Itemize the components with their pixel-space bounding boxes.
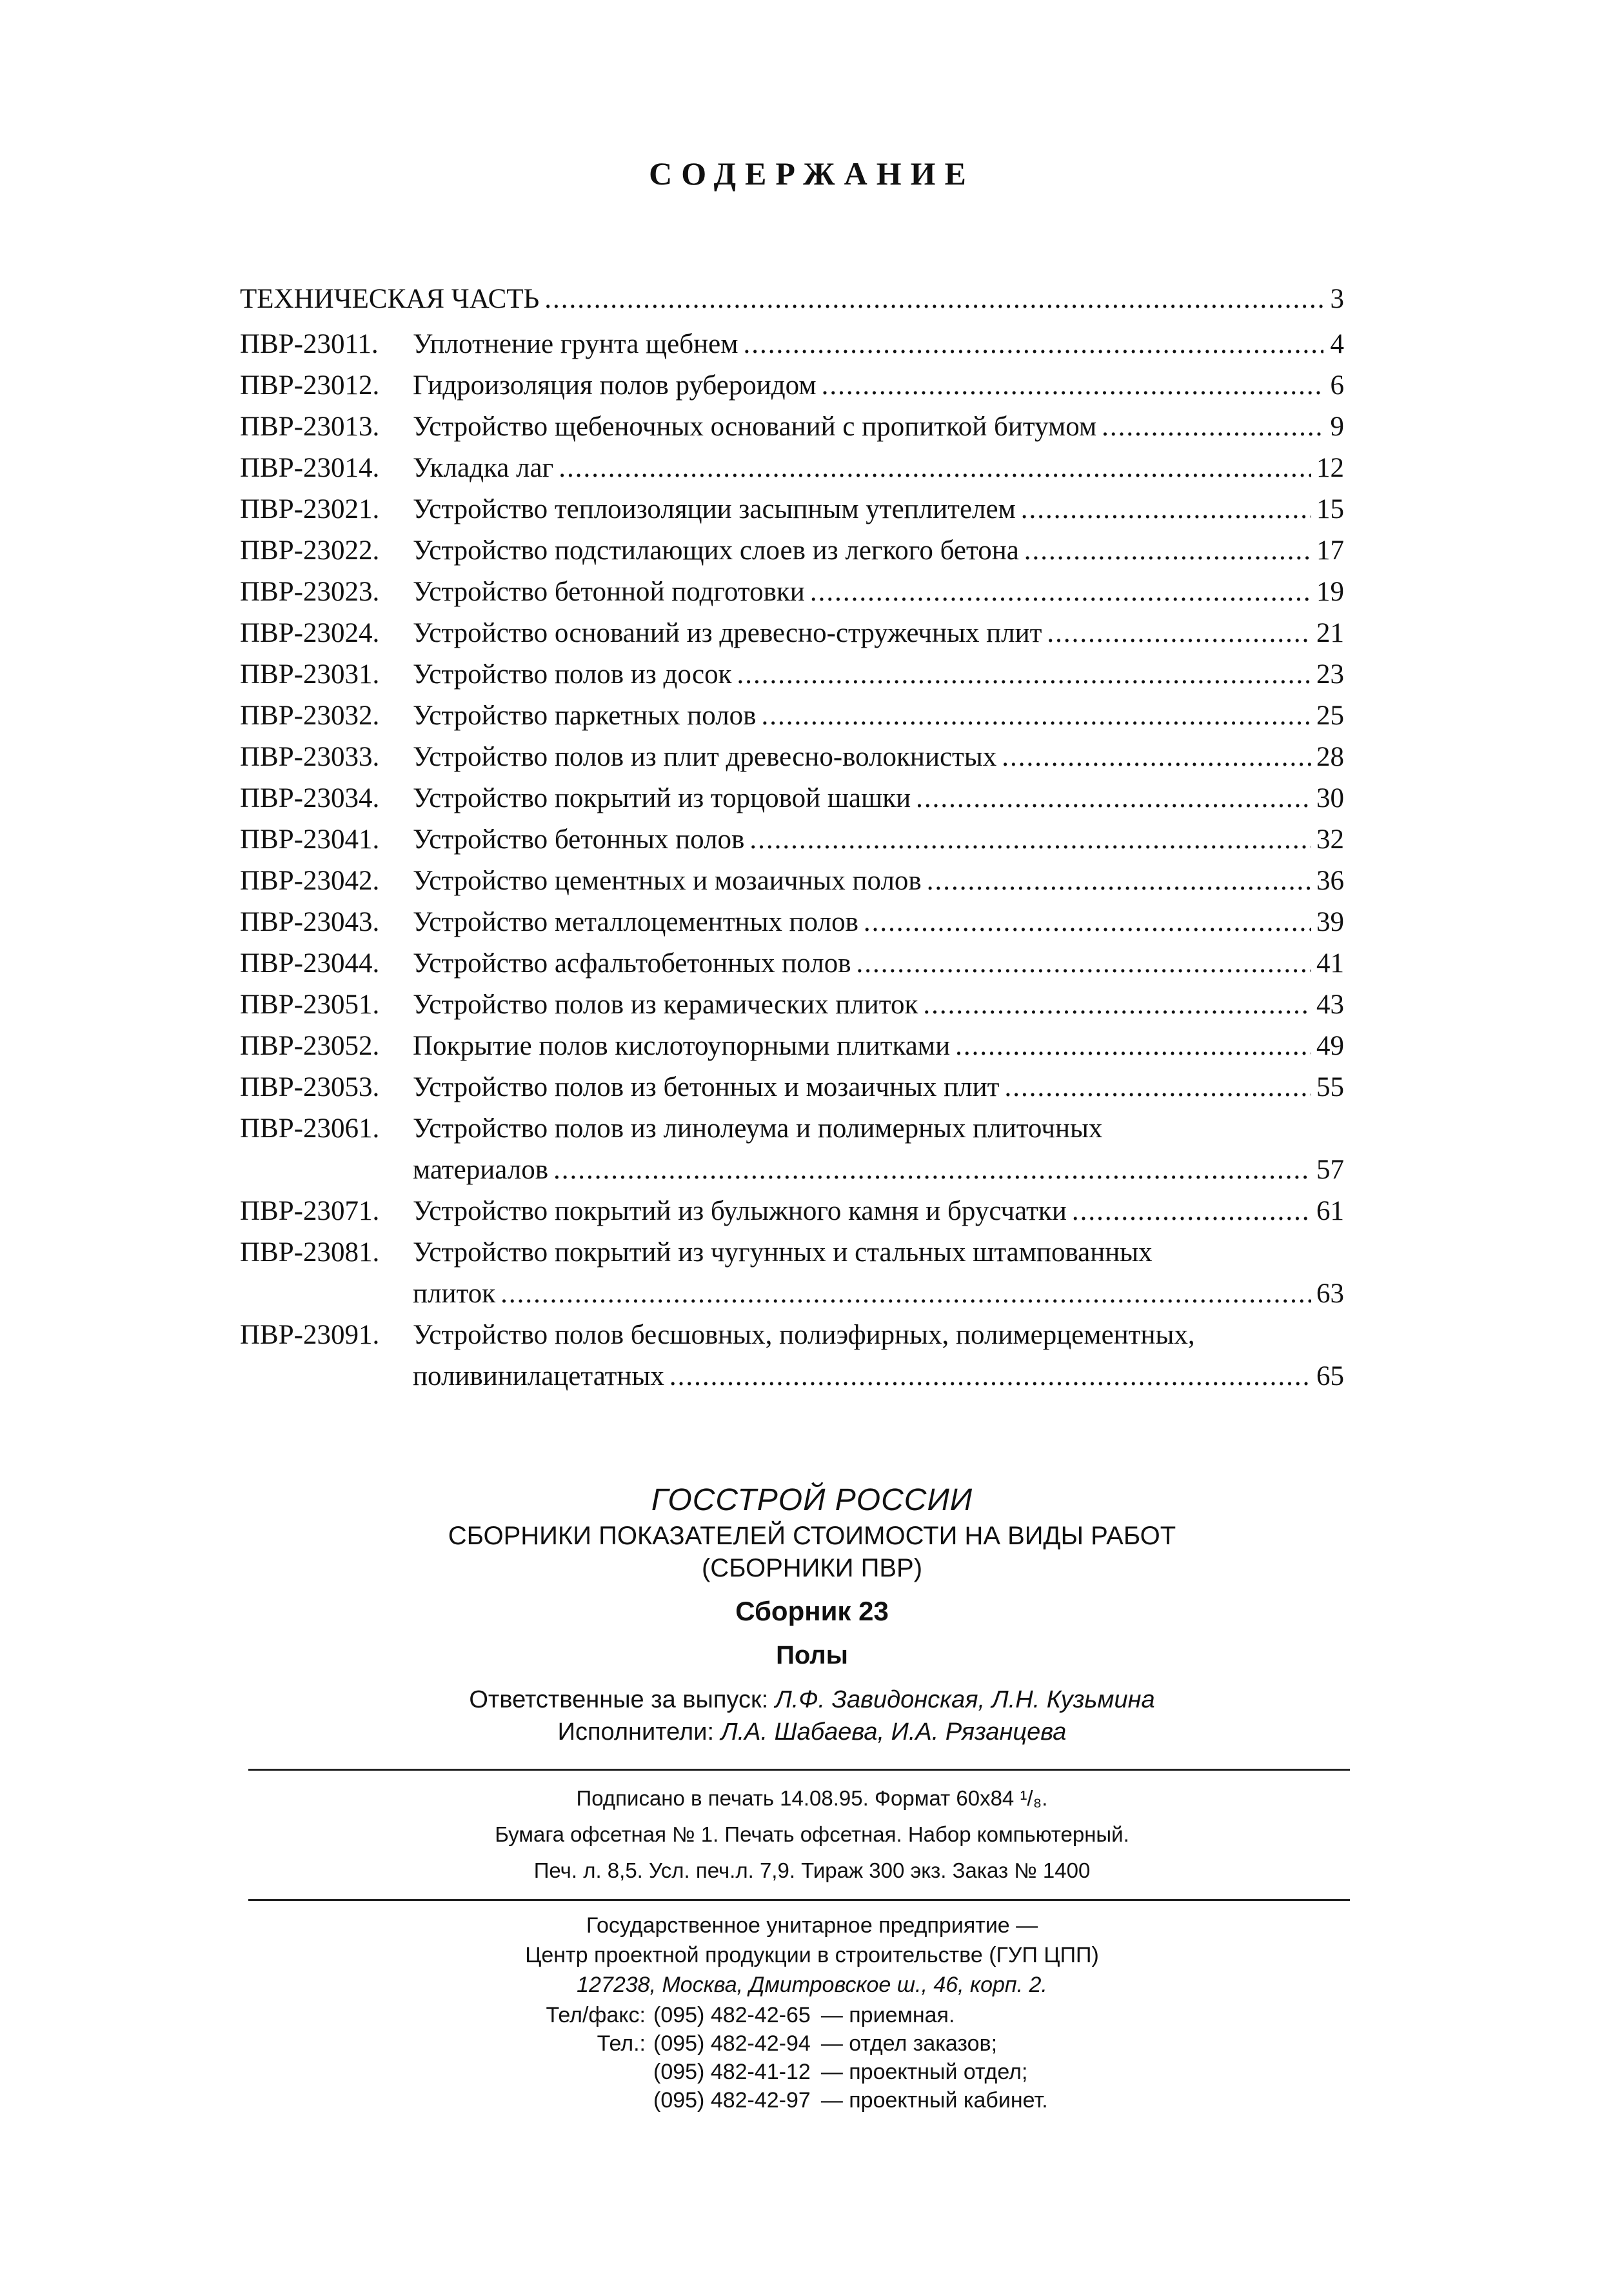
toc-entry-title: Устройство полов бесшовных, полиэфирных, полимерцементных, — [413, 1320, 1195, 1350]
toc-entry-code: ПВР-23013. — [240, 412, 380, 442]
toc-leader-dots — [1072, 1191, 1311, 1232]
toc-entry-code: ПВР-23081. — [240, 1237, 380, 1268]
toc-entry — [240, 654, 1344, 695]
toc-entry-code: ПВР-23031. — [240, 659, 380, 690]
toc-leader-dots — [857, 943, 1312, 984]
toc-entry-code: ПВР-23043. — [240, 907, 380, 937]
contact-row — [493, 2001, 1048, 2029]
toc-list — [240, 324, 1344, 1397]
toc-entry-title: Уплотнение грунта щебнем — [413, 329, 738, 359]
toc-entry-title: Устройство щебеночных оснований с пропиткой битумом — [413, 412, 1097, 442]
toc-entry-title: Устройство полов из плит древесно-волокнистых — [413, 742, 997, 772]
toc-entry — [240, 406, 1344, 448]
toc-entry-title: Устройство бетонной подготовки — [413, 577, 805, 607]
toc-entry — [240, 1315, 1344, 1397]
toc-entry-title: поливинилацетатных — [413, 1361, 664, 1391]
toc-entry-title: Устройство паркетных полов — [413, 701, 757, 731]
toc-entry — [240, 819, 1344, 861]
toc-page-number: 32 — [1316, 824, 1344, 855]
responsible-line — [0, 1684, 1624, 1716]
toc-page-number: 21 — [1316, 618, 1344, 648]
publisher-line: Государственное унитарное предприятие — — [586, 1913, 1038, 1938]
toc-entry-code: ПВР-23012. — [240, 370, 380, 401]
toc-entry-code: ПВР-23034. — [240, 783, 380, 813]
toc-entry — [240, 695, 1344, 737]
collection-number: Сборник 23 — [735, 1596, 889, 1626]
toc-page-number: 15 — [1316, 494, 1344, 524]
toc-entry-code: ПВР-23021. — [240, 494, 380, 524]
toc-entry-title: Устройство полов из линолеума и полимерных плиточных — [413, 1113, 1103, 1144]
contact-description: — проектный отдел; — [820, 2060, 1028, 2084]
toc-leader-dots — [743, 324, 1323, 365]
toc-entry-code: ПВР-23053. — [240, 1072, 380, 1102]
publisher-info — [0, 1911, 1624, 2000]
toc-leader-dots — [761, 695, 1311, 737]
toc-page-number: 25 — [1316, 701, 1344, 731]
toc-leader-dots — [923, 984, 1311, 1026]
toc-entry-title: Устройство асфальтобетонных полов — [413, 948, 851, 979]
toc-entry-title: ТЕХНИЧЕСКАЯ ЧАСТЬ — [240, 284, 540, 314]
publication-line: Подписано в печать 14.08.95. Формат 60x84 ¹/₈. — [576, 1786, 1048, 1810]
toc-entry-title: Устройство полов из керамических плиток — [413, 990, 918, 1020]
toc-leader-dots — [1047, 613, 1311, 654]
toc-entry-code: ПВР-23032. — [240, 701, 380, 731]
responsible-label: Ответственные за выпуск: — [469, 1686, 769, 1713]
toc-leader-dots — [1004, 1067, 1311, 1108]
toc-leader-dots — [1002, 737, 1311, 778]
toc-page-number: 6 — [1330, 370, 1344, 401]
toc-leader-dots — [544, 277, 1323, 321]
toc-page-number: 19 — [1316, 577, 1344, 607]
contacts-list — [493, 2001, 1048, 2115]
toc-page-number: 28 — [1316, 742, 1344, 772]
toc-page-number: 12 — [1316, 453, 1344, 483]
toc-entry — [240, 1191, 1344, 1232]
toc-page-number: 30 — [1316, 783, 1344, 813]
toc-entry-title: Устройство полов из бетонных и мозаичных плит — [413, 1072, 1000, 1102]
page-title: СОДЕРЖАНИЕ — [649, 155, 975, 192]
toc-entry-title: Устройство покрытий из торцовой шашки — [413, 783, 911, 813]
contact-label: Тел.: — [597, 2031, 646, 2056]
toc-entry-code: ПВР-23014. — [240, 453, 380, 483]
toc-entry-code: ПВР-23024. — [240, 618, 380, 648]
toc-entry-title: Гидроизоляция полов рубероидом — [413, 370, 817, 401]
toc-entry — [240, 737, 1344, 778]
series-title: СБОРНИКИ ПОКАЗАТЕЛЕЙ СТОИМОСТИ НА ВИДЫ РАБОТ — [448, 1522, 1176, 1550]
table-of-contents — [240, 277, 1344, 1397]
toc-leader-dots — [669, 1356, 1311, 1397]
toc-entry-code: ПВР-23023. — [240, 577, 380, 607]
toc-page-number: 65 — [1316, 1361, 1344, 1391]
toc-entry — [240, 489, 1344, 530]
toc-entry — [240, 530, 1344, 572]
toc-page-number: 36 — [1316, 866, 1344, 896]
toc-entry-title: Покрытие полов кислотоупорными плитками — [413, 1031, 951, 1061]
toc-entry — [240, 778, 1344, 819]
toc-page-number: 4 — [1330, 329, 1344, 359]
publisher-line: Центр проектной продукции в строительстве (ГУП ЦПП) — [525, 1943, 1099, 1967]
toc-page-number: 17 — [1316, 535, 1344, 566]
executors-label: Исполнители: — [557, 1718, 715, 1746]
toc-page-number: 49 — [1316, 1031, 1344, 1061]
publication-line: Печ. л. 8,5. Усл. печ.л. 7,9. Тираж 300 экз. Заказ № 1400 — [533, 1858, 1091, 1882]
contact-phone: (095) 482-41-12 — [653, 2060, 811, 2084]
toc-leader-dots — [1024, 530, 1311, 572]
publication-info — [0, 1780, 1624, 1889]
publisher-address: 127238, Москва, Дмитровское ш., 46, корп. 2. — [577, 1973, 1047, 1997]
toc-leader-dots — [749, 819, 1311, 861]
toc-page-number: 63 — [1316, 1279, 1344, 1309]
toc-page-number: 9 — [1330, 412, 1344, 442]
responsible-names: Л.Ф. Завидонская, Л.Н. Кузьмина — [775, 1686, 1155, 1713]
toc-page-number: 23 — [1316, 659, 1344, 690]
toc-entry-title: Устройство покрытий из булыжного камня и брусчатки — [413, 1196, 1067, 1226]
toc-entry-title: Устройство полов из досок — [413, 659, 732, 690]
divider — [248, 1769, 1350, 1771]
toc-entry-code: ПВР-23044. — [240, 948, 380, 979]
toc-leader-dots — [916, 778, 1311, 819]
toc-entry-title: материалов — [413, 1155, 549, 1185]
toc-page-number: 61 — [1316, 1196, 1344, 1226]
toc-entry — [240, 1232, 1344, 1315]
toc-entry — [240, 861, 1344, 902]
toc-leader-dots — [553, 1149, 1311, 1191]
toc-entry — [240, 1108, 1344, 1191]
toc-entry-title: Укладка лаг — [413, 453, 554, 483]
toc-leader-dots — [927, 861, 1311, 902]
toc-entry-code: ПВР-23033. — [240, 742, 380, 772]
toc-page-number: 3 — [1330, 284, 1344, 314]
toc-entry-code: ПВР-23071. — [240, 1196, 380, 1226]
toc-entry-title: плиток — [413, 1279, 496, 1309]
publication-line: Бумага офсетная № 1. Печать офсетная. Набор компьютерный. — [495, 1822, 1129, 1846]
toc-leader-dots — [737, 654, 1311, 695]
toc-entry — [240, 1067, 1344, 1108]
toc-entry — [240, 324, 1344, 365]
toc-page-number: 39 — [1316, 907, 1344, 937]
imprint-block — [0, 1481, 1624, 1748]
toc-entry-title: Устройство бетонных полов — [413, 824, 745, 855]
toc-leader-dots — [822, 365, 1323, 406]
contact-label: Тел/факс: — [546, 2003, 646, 2027]
toc-entry-title: Устройство металлоцементных полов — [413, 907, 858, 937]
series-short: (СБОРНИКИ ПВР) — [701, 1554, 923, 1582]
contact-description: — отдел заказов; — [820, 2031, 998, 2056]
toc-entry-code: ПВР-23091. — [240, 1320, 380, 1350]
toc-page-number: 55 — [1316, 1072, 1344, 1102]
toc-entry-title: Устройство покрытий из чугунных и стальных штампованных — [413, 1237, 1153, 1268]
toc-entry-title: Устройство цементных и мозаичных полов — [413, 866, 922, 896]
toc-entry-code: ПВР-23051. — [240, 990, 380, 1020]
toc-entry — [240, 613, 1344, 654]
contact-description: — проектный кабинет. — [820, 2088, 1048, 2113]
organization: ГОССТРОЙ РОССИИ — [651, 1483, 973, 1517]
toc-leader-dots — [864, 902, 1311, 943]
toc-leader-dots — [810, 572, 1311, 613]
contact-phone: (095) 482-42-65 — [653, 2003, 811, 2027]
toc-entry-code: ПВР-23042. — [240, 866, 380, 896]
contact-phone: (095) 482-42-94 — [653, 2031, 811, 2056]
toc-entry-code: ПВР-23041. — [240, 824, 380, 855]
toc-page-number: 41 — [1316, 948, 1344, 979]
contact-row — [493, 2058, 1048, 2086]
toc-entry-title: Устройство подстилающих слоев из легкого бетона — [413, 535, 1019, 566]
executors-line — [0, 1716, 1624, 1748]
toc-page-number: 57 — [1316, 1155, 1344, 1185]
toc-entry — [240, 572, 1344, 613]
divider — [248, 1899, 1350, 1901]
toc-leader-dots — [955, 1026, 1311, 1067]
executors-names: Л.А. Шабаева, И.А. Рязанцева — [720, 1718, 1067, 1746]
toc-entry-technical-part — [240, 277, 1344, 321]
contact-phone: (095) 482-42-97 — [653, 2088, 811, 2113]
toc-entry-title: Устройство оснований из древесно-стружечных плит — [413, 618, 1042, 648]
toc-entry-code: ПВР-23052. — [240, 1031, 380, 1061]
contact-description: — приемная. — [820, 2003, 955, 2027]
toc-entry — [240, 365, 1344, 406]
toc-leader-dots — [1102, 406, 1323, 448]
contact-row — [493, 2086, 1048, 2115]
toc-entry — [240, 448, 1344, 489]
toc-entry-code: ПВР-23022. — [240, 535, 380, 566]
toc-leader-dots — [559, 448, 1311, 489]
toc-entry — [240, 1026, 1344, 1067]
toc-entry — [240, 943, 1344, 984]
toc-entry — [240, 984, 1344, 1026]
contact-row — [493, 2029, 1048, 2058]
toc-page-number: 43 — [1316, 990, 1344, 1020]
book-title: Полы — [776, 1641, 848, 1669]
toc-leader-dots — [1021, 489, 1311, 530]
credits — [0, 1684, 1624, 1748]
toc-entry — [240, 902, 1344, 943]
toc-entry-title: Устройство теплоизоляции засыпным утеплителем — [413, 494, 1016, 524]
toc-entry-code: ПВР-23061. — [240, 1113, 380, 1144]
toc-leader-dots — [500, 1273, 1311, 1315]
toc-entry-code: ПВР-23011. — [240, 329, 379, 359]
